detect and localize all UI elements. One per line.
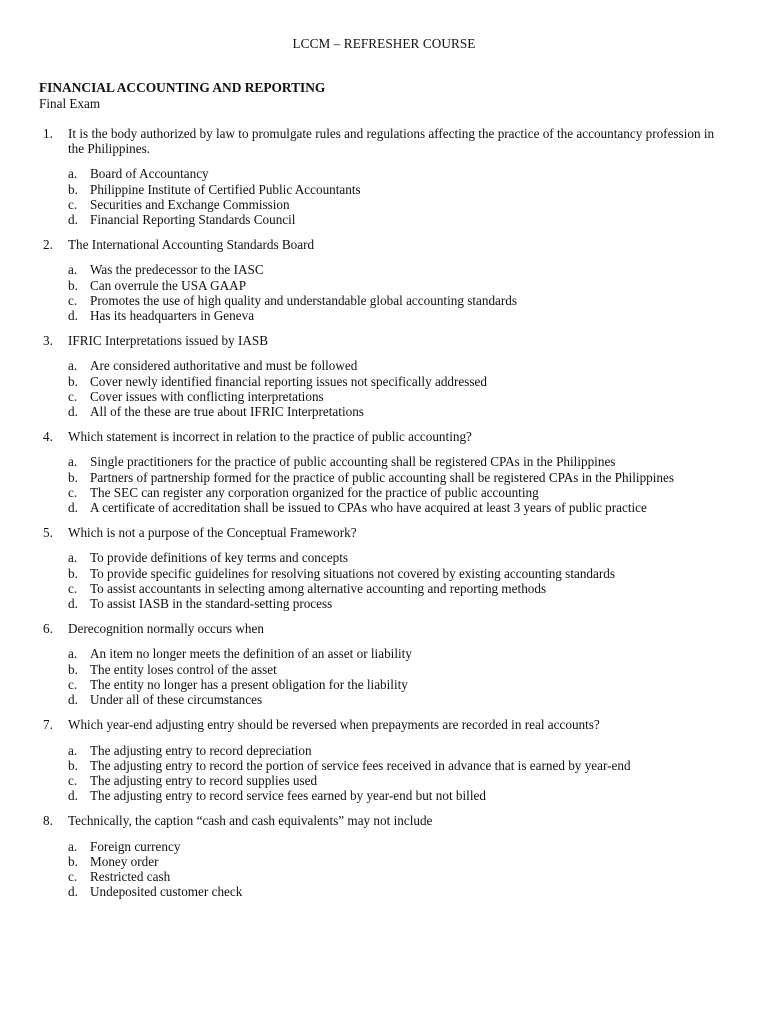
choice-list [0,454,768,515]
choice-text: Restricted cash [90,868,171,884]
choice-text: The adjusting entry to record supplies used [90,772,318,788]
exam-name: Final Exam [39,96,101,111]
choice-letter: d. [68,788,78,804]
question-text: IFRIC Interpretations issued by IASB [68,333,268,349]
choice-item [0,308,768,323]
question-number: 4. [43,429,53,445]
choice-item [0,758,768,773]
choice-text: Financial Reporting Standards Council [90,212,296,228]
choice-letter: a. [68,838,78,854]
choice-letter: d. [68,500,78,516]
choice-letter: a. [68,550,78,566]
choice-letter: a. [68,262,78,278]
choice-letter: d. [68,212,78,228]
choice-text: Money order [90,853,159,869]
question-number: 5. [43,525,53,541]
question-number: 1. [43,126,53,141]
question-text: It is the body authorized by law to promulgate rules and regulations affecting the practice of the accountancy profession in the Philippines. [68,126,715,157]
choice-item [0,470,768,485]
choice-text: The adjusting entry to record depreciation [90,742,312,758]
choice-item [0,182,768,197]
choice-text: Promotes the use of high quality and understandable global accounting standards [90,292,518,308]
question-list [0,126,768,909]
choice-list [0,839,768,900]
choice-item [0,500,768,515]
choice-letter: b. [68,565,78,581]
choice-text: The adjusting entry to record the portion of service fees received in advance that is earned by year-end [90,757,631,773]
course-title: FINANCIAL ACCOUNTING AND REPORTING [39,80,326,95]
question-number: 2. [43,237,53,253]
choice-item [0,566,768,581]
choice-letter: c. [68,868,78,884]
choice-item [0,788,768,803]
choice-letter: b. [68,853,78,869]
choice-item [0,454,768,469]
question-item [0,333,768,419]
choice-letter: d. [68,596,78,612]
choice-text: Single practitioners for the practice of public accounting shall be registered CPAs in the Philippines [90,454,616,470]
choice-letter: c. [68,292,78,308]
choice-item [0,581,768,596]
question-number: 6. [43,621,53,637]
choice-item [0,293,768,308]
question-stem [0,525,768,540]
question-item [0,429,768,515]
choice-list [0,646,768,707]
choice-item [0,278,768,293]
choice-list [0,358,768,419]
page-header: LCCM – REFRESHER COURSE [292,36,476,51]
question-item [0,126,768,227]
choice-text: Was the predecessor to the IASC [90,262,264,278]
question-text: The International Accounting Standards Board [68,237,315,253]
choice-letter: b. [68,661,78,677]
choice-item [0,550,768,565]
choice-text: To assist accountants in selecting among alternative accounting and reporting methods [90,580,547,596]
choice-text: Can overrule the USA GAAP [90,277,247,293]
choice-item [0,662,768,677]
choice-letter: c. [68,388,78,404]
question-item [0,717,768,803]
choice-text: Partners of partnership formed for the practice of public accounting shall be registered CPAs in the Philippines [90,469,675,485]
choice-item [0,646,768,661]
choice-text: Has its headquarters in Geneva [90,308,255,324]
question-item [0,237,768,323]
choice-item [0,197,768,212]
choice-text: Are considered authoritative and must be followed [90,358,358,374]
question-stem [0,717,768,732]
choice-list [0,550,768,611]
choice-letter: c. [68,580,78,596]
question-item [0,621,768,707]
choice-letter: a. [68,646,78,662]
choice-item [0,692,768,707]
question-stem [0,237,768,252]
choice-text: Securities and Exchange Commission [90,196,290,212]
choice-item [0,485,768,500]
choice-text: All of the these are true about IFRIC Interpretations [90,404,364,420]
question-text: Which statement is incorrect in relation to the practice of public accounting? [68,429,472,445]
choice-letter: a. [68,742,78,758]
choice-text: Under all of these circumstances [90,692,263,708]
question-item [0,813,768,899]
question-text: Which year-end adjusting entry should be reversed when prepayments are recorded in real accounts? [68,717,600,733]
choice-text: Cover issues with conflicting interpretations [90,388,324,404]
choice-letter: c. [68,484,78,500]
choice-letter: c. [68,772,78,788]
choice-item [0,854,768,869]
question-number: 7. [43,717,53,733]
question-text: Derecognition normally occurs when [68,621,264,637]
question-text: Technically, the caption “cash and cash equivalents” may not include [68,813,433,829]
choice-text: The entity no longer has a present obligation for the liability [90,676,408,692]
question-stem [0,621,768,636]
choice-text: An item no longer meets the definition of an asset or liability [90,646,412,662]
choice-item [0,389,768,404]
choice-letter: c. [68,196,78,212]
question-stem [0,126,768,156]
choice-text: The SEC can register any corporation organized for the practice of public accounting [90,484,539,500]
choice-item [0,677,768,692]
choice-letter: a. [68,358,78,374]
choice-letter: d. [68,692,78,708]
choice-letter: b. [68,181,78,197]
choice-text: Undeposited customer check [90,884,243,900]
choice-text: Cover newly identified financial reporting issues not specifically addressed [90,373,487,389]
choice-item [0,884,768,899]
choice-text: To provide definitions of key terms and concepts [90,550,348,566]
choice-letter: c. [68,676,78,692]
choice-text: The entity loses control of the asset [90,661,277,677]
question-text: Which is not a purpose of the Conceptual Framework? [68,525,357,541]
question-stem [0,813,768,828]
choice-text: The adjusting entry to record service fees earned by year-end but not billed [90,788,486,804]
question-number: 8. [43,813,53,829]
choice-letter: d. [68,308,78,324]
choice-item [0,839,768,854]
choice-item [0,358,768,373]
choice-text: To assist IASB in the standard-setting process [90,596,333,612]
choice-item [0,262,768,277]
choice-list [0,166,768,227]
choice-text: Foreign currency [90,838,181,854]
question-item [0,525,768,611]
choice-letter: b. [68,757,78,773]
choice-item [0,773,768,788]
choice-item [0,212,768,227]
choice-letter: b. [68,277,78,293]
choice-item [0,596,768,611]
choice-item [0,404,768,419]
choice-letter: d. [68,884,78,900]
choice-letter: a. [68,454,78,470]
choice-list [0,743,768,804]
question-stem [0,333,768,348]
choice-letter: b. [68,469,78,485]
choice-item [0,869,768,884]
choice-list [0,262,768,323]
choice-text: To provide specific guidelines for resolving situations not covered by existing accounting standards [90,565,615,581]
choice-letter: b. [68,373,78,389]
choice-letter: d. [68,404,78,420]
question-number: 3. [43,333,53,349]
choice-text: Philippine Institute of Certified Public Accountants [90,181,361,197]
choice-text: Board of Accountancy [90,166,209,182]
question-stem [0,429,768,444]
choice-item [0,743,768,758]
choice-item [0,166,768,181]
choice-item [0,374,768,389]
choice-letter: a. [68,166,78,182]
choice-text: A certificate of accreditation shall be issued to CPAs who have acquired at least 3 years of public practice [90,500,647,516]
